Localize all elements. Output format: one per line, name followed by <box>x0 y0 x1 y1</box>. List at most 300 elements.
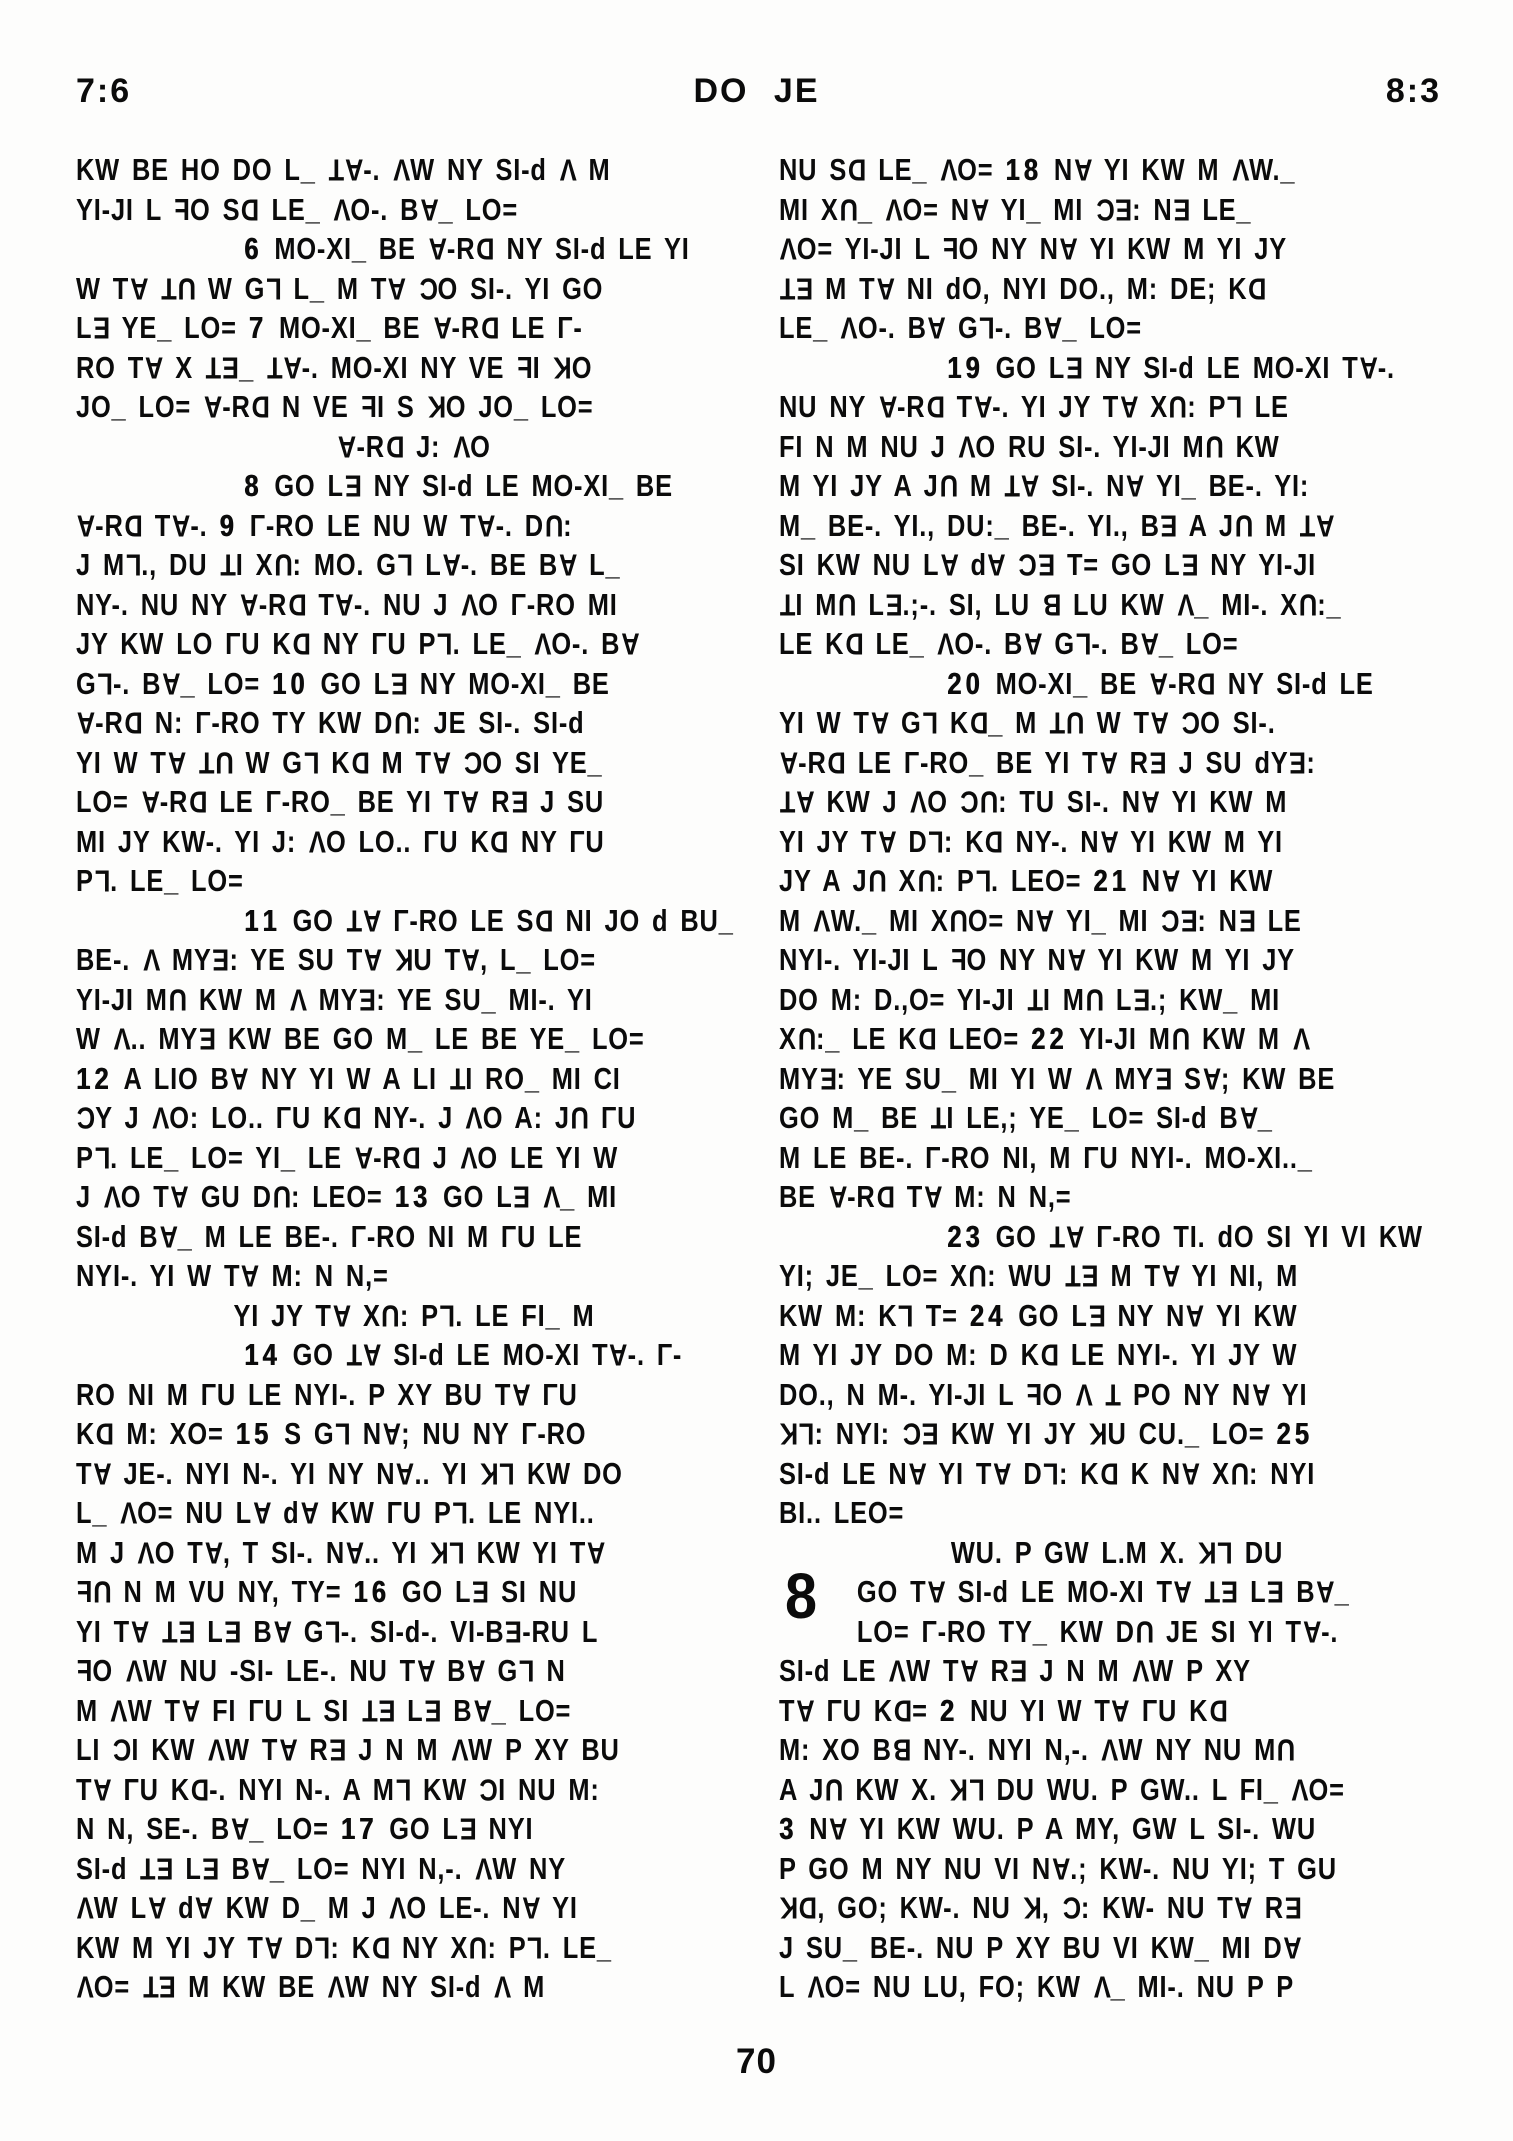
rotated-letter: E <box>1159 508 1178 543</box>
text-line: KD M: XO= 1 5 S GL NA; NU NY Γ-RO <box>76 1416 587 1452</box>
rotated-letter: A <box>161 666 181 701</box>
rotated-letter: V <box>1074 1377 1093 1412</box>
rotated-letter: D <box>189 1772 210 1807</box>
rotated-letter: C <box>112 1732 132 1768</box>
rotated-letter: A <box>476 508 496 543</box>
rotated-letter: U <box>1065 705 1085 741</box>
rotated-letter: E <box>510 784 529 820</box>
rotated-letter: A <box>92 1772 112 1807</box>
rotated-letter: T <box>345 1337 363 1373</box>
rotated-letter: C <box>1018 547 1038 583</box>
rotated-letter: A <box>344 1535 365 1570</box>
text-line: YI TA TE LE BA GL-. SI-d-. VI-BE-RU L <box>76 1613 599 1649</box>
rotated-letter: L <box>438 1298 456 1333</box>
rotated-letter: A <box>353 1140 374 1175</box>
rotated-letter: A <box>144 350 164 385</box>
rotated-letter: C <box>418 271 438 306</box>
rotated-letter: U <box>271 1179 291 1215</box>
verse-number: 1 <box>271 665 287 701</box>
rotated-letter: L <box>324 1614 341 1649</box>
rotated-letter: D <box>1099 1456 1119 1491</box>
rotated-letter: A <box>511 1377 531 1412</box>
rotated-letter: A <box>472 1693 492 1728</box>
rotated-letter: T <box>1026 982 1043 1017</box>
text-line: PL. LE_ LO= YI_ LE A-RD J VO LE YI W <box>76 1139 619 1175</box>
text-line: KD, GO; KW-. NU K, C: KW- NU TA RE <box>779 1890 1302 1926</box>
verse-number: 8 <box>1023 152 1039 187</box>
rotated-letter: U <box>824 1772 844 1807</box>
rotated-letter: T <box>779 784 796 820</box>
rotated-letter: K <box>429 1535 449 1570</box>
rotated-letter: D <box>534 903 554 938</box>
text-line: A-RD LE Γ-RO_ BE YI TA RE J SU dYE: <box>779 744 1316 780</box>
rotated-letter: V <box>1290 1772 1309 1807</box>
rotated-letter: V <box>936 626 955 662</box>
rotated-letter: A <box>1058 231 1078 267</box>
rotated-letter: A <box>620 626 640 662</box>
rotated-letter: D <box>847 152 867 188</box>
text-line: LE_ VO-. BA GL-. BA_ LO= <box>779 310 1142 346</box>
text-line: LI CI KW VW TA RE J N M VW P XY BU <box>76 1732 620 1768</box>
rotated-letter: A <box>194 1890 214 1926</box>
rotated-letter: V <box>909 784 928 820</box>
rotated-letter: E <box>458 1811 477 1847</box>
rotated-letter: V <box>939 152 958 188</box>
rotated-letter: C <box>1180 705 1201 741</box>
rotated-letter: D <box>401 1140 421 1175</box>
rotated-letter: A <box>1023 626 1043 662</box>
rotated-letter: T <box>1298 508 1316 543</box>
rotated-letter: E <box>1080 1258 1099 1294</box>
verse-number: 1 <box>244 1337 260 1372</box>
text-line: PL. LE_ LO= <box>76 863 244 899</box>
rotated-letter: D <box>342 1100 362 1136</box>
mirrored-letter: F <box>1025 1376 1043 1412</box>
verse-number: 5 <box>253 1416 269 1451</box>
rotated-letter: V <box>452 429 471 464</box>
text-line: 1 9 GO LE NY SI-d LE MO-XI TA-. <box>947 349 1395 385</box>
rotated-letter: U <box>1134 1614 1155 1649</box>
rotated-letter: V <box>392 152 411 188</box>
rotated-letter: A <box>129 271 149 306</box>
rotated-letter: D <box>925 389 945 425</box>
text-line: FI N M NU J VO RU SI-. YI-JI MU KW <box>779 428 1280 464</box>
rotated-letter: C <box>1160 903 1180 938</box>
rotated-letter: A <box>1065 1219 1085 1254</box>
rotated-letter: E <box>158 1969 177 2005</box>
rotated-letter: L <box>334 1416 351 1452</box>
rotated-letter: E <box>1266 1574 1285 1610</box>
rotated-letter: U <box>1233 508 1253 543</box>
verse-number: 1 <box>235 1416 251 1451</box>
rotated-letter: T <box>779 271 796 306</box>
rotated-letter: U <box>393 705 413 741</box>
text-line: JY KW LO ΓU KD NY ΓU PL. LE_ VO-. BA <box>76 626 640 662</box>
rotated-letter: C <box>76 1100 96 1136</box>
rotated-letter: T <box>1204 1574 1221 1610</box>
rotated-letter: V <box>1131 1653 1150 1689</box>
rotated-letter: U <box>978 784 999 820</box>
rotated-letter: T <box>197 745 215 780</box>
rotated-letter: C <box>463 745 483 780</box>
verse-number: 2 <box>947 1218 963 1254</box>
rotated-letter: V <box>459 1140 478 1175</box>
running-head-book-title: DO JE <box>693 72 820 110</box>
text-line: CY J VO: LO.. ΓU KD NY-. J VO A: JU ΓU <box>76 1100 637 1136</box>
rotated-letter: E <box>1288 745 1307 780</box>
text-line: M YI JY DO M: D KD LE NYI-. YI JY W <box>779 1337 1298 1373</box>
rotated-letter: E <box>1283 1890 1302 1926</box>
section-heading-line: A-RD J: VO <box>337 428 491 464</box>
verse-number: 1 <box>340 1811 356 1846</box>
text-line: NU SD LE_ VO= 1 8 NA YI KW M VW._ <box>779 152 1296 188</box>
rotated-letter: A <box>1125 468 1145 504</box>
rotated-letter: T <box>361 1693 378 1728</box>
rotated-letter: V <box>888 1653 907 1689</box>
rotated-letter: A <box>171 508 191 543</box>
rotated-letter: A <box>1233 1890 1253 1926</box>
rotated-letter: V <box>465 1100 483 1136</box>
verse-number: 2 <box>94 1060 110 1096</box>
rotated-letter: A <box>1139 626 1159 662</box>
rotated-letter: D <box>984 824 1004 859</box>
text-line: GO TA SI-d LE MO-XI TA TE LE BA_ <box>856 1574 1350 1610</box>
rotated-letter: C <box>959 784 979 820</box>
rotated-letter: V <box>1176 587 1195 622</box>
rotated-letter: B <box>891 1732 911 1768</box>
rotated-letter: E <box>818 1061 837 1096</box>
rotated-letter: T <box>1048 1219 1066 1254</box>
rotated-letter: A <box>166 745 186 780</box>
text-column-left <box>76 150 752 2007</box>
text-line: MYE: YE SU_ MI YI W V MYE SA; KW BE <box>779 1060 1336 1096</box>
text-line: VO= TE M KW BE VW NY SI-d V M <box>76 1969 546 2005</box>
rotated-letter: K <box>1022 1890 1042 1926</box>
rotated-letter: E <box>389 666 408 701</box>
text-line: YI; JE_ LO= XU: WU TE M TA YI NI, M <box>779 1258 1299 1294</box>
text-line: YI JY TA DL: KD NY-. NA YI KW M YI <box>779 823 1283 859</box>
text-line: YI-JI L FO SD LE_ VO-. BA_ LO= <box>76 191 519 227</box>
rotated-letter: E <box>1180 547 1199 583</box>
verse-number: 2 <box>1049 1021 1065 1056</box>
verse-number: 4 <box>987 1297 1003 1333</box>
rotated-letter: D <box>1208 1693 1228 1728</box>
rotated-letter: E <box>177 1614 196 1649</box>
rotated-letter: A <box>1238 1100 1258 1136</box>
rotated-letter: T <box>142 1969 159 2005</box>
text-line: SI-d TE LE BA_ LO= NYI N,-. VW NY <box>76 1850 566 1886</box>
rotated-letter: V <box>533 626 552 662</box>
rotated-letter: A <box>1251 1377 1271 1412</box>
rotated-letter: A <box>381 1416 402 1452</box>
text-line: BI.. LEO= <box>779 1495 905 1530</box>
text-line: YI-JI MU KW M V MYE: YE SU_ MI-. YI <box>76 981 593 1017</box>
rotated-letter: L <box>798 1416 815 1452</box>
rotated-letter: A <box>460 942 481 978</box>
rotated-letter: A <box>146 1890 167 1926</box>
rotated-letter: V <box>450 1732 469 1768</box>
verse-number: 1 <box>947 349 963 385</box>
rotated-letter: L <box>314 1930 331 1965</box>
text-line: RO TA X TE_ TA-. MO-XI NY VE FI KO <box>76 349 593 385</box>
rotated-letter: A <box>431 745 452 780</box>
rotated-letter: A <box>1140 784 1161 820</box>
rotated-letter: T <box>345 903 363 938</box>
rotated-letter: E <box>1009 1653 1028 1689</box>
rotated-letter: E <box>512 1179 531 1215</box>
rotated-letter: A <box>272 1614 292 1649</box>
text-line: JY A JU XU: PL. LEO= 2 1 NA YI KW <box>779 863 1274 899</box>
text-line: J VO TA GU DU: LEO= 1 3 GO LE V_ MI <box>76 1179 617 1215</box>
rotated-letter: U <box>1084 982 1104 1017</box>
rotated-letter: D <box>123 508 143 543</box>
rotated-letter: E <box>223 1614 242 1649</box>
rotated-letter: A <box>1035 903 1055 938</box>
text-line: 2 0 MO-XI_ BE A-RD NY SI-d LE <box>947 665 1374 701</box>
verse-number: 2 <box>939 1692 955 1728</box>
rotated-letter: A <box>432 310 452 346</box>
rotated-letter: A <box>427 231 447 267</box>
rotated-letter: U <box>468 1930 488 1965</box>
rotated-letter: V <box>884 192 903 227</box>
rotated-letter: L <box>921 705 938 741</box>
text-line: M VW TA FI ΓU L SI TE LE BA_ LO= <box>76 1692 572 1728</box>
rotated-letter: V <box>806 1969 825 2005</box>
verse-number: 1 <box>244 902 260 938</box>
rotated-letter: A <box>1301 1614 1322 1649</box>
rotated-letter: A <box>828 1811 848 1847</box>
text-line: LE KD LE_ VO-. BA GL-. BA_ LO= <box>779 626 1239 662</box>
mirrored-letter: F <box>942 231 959 266</box>
rotated-letter: A <box>282 350 302 385</box>
verse-number: 5 <box>1294 1416 1310 1451</box>
rotated-letter: V <box>474 1851 493 1886</box>
text-line: TA KW J VO CU: TU SI-. NA YI KW M <box>779 784 1288 820</box>
rotated-letter: A <box>416 1653 436 1689</box>
rotated-letter: A <box>1020 468 1040 504</box>
rotated-letter: L <box>124 547 142 583</box>
rotated-letter: V <box>779 231 797 267</box>
rotated-letter: A <box>387 271 407 306</box>
text-line: W V.. MYE KW BE GO M_ LE BE YE_ LO= <box>76 1021 645 1057</box>
text-line: M LE BE-. Γ-RO NI, M ΓU NYI-. MO-XI.._ <box>779 1139 1313 1175</box>
rotated-letter: B <box>1041 587 1062 622</box>
rotated-letter: U <box>1170 1021 1190 1057</box>
rotated-letter: L <box>302 745 320 780</box>
rotated-letter: U <box>838 192 858 227</box>
text-line: DO M: D.,O= YI-JI TI MU LE.; KW_ MI <box>779 981 1281 1017</box>
rotated-letter: E <box>201 1851 220 1886</box>
rotated-letter: T <box>930 1100 947 1136</box>
rotated-letter: V <box>1231 152 1250 188</box>
rotated-letter: U <box>273 547 293 583</box>
rotated-letter: L <box>396 547 414 583</box>
rotated-letter: L <box>1216 1535 1233 1570</box>
rotated-letter: A <box>1358 350 1378 385</box>
rotated-letter: A <box>229 1061 249 1096</box>
text-line: BE-. V MYE: YE SU TA KU TA, L_ LO= <box>76 942 596 978</box>
rotated-letter: D <box>370 1930 391 1965</box>
rotated-letter: D <box>917 1021 937 1057</box>
rotated-letter: A <box>877 389 898 425</box>
verse-number: 2 <box>969 1297 985 1333</box>
text-line: DO., N M-. YI-JI L FO V T PO NY NA YI <box>779 1376 1308 1412</box>
text-line: MI XU_ VO= NA YI_ MI CE: NE LE_ <box>779 191 1252 227</box>
text-line: FU N M VU NY, TY= 1 6 GO LE SI NU <box>76 1574 578 1610</box>
rotated-letter: T <box>327 152 345 188</box>
verse-number: 3 <box>779 1811 794 1846</box>
rotated-letter: D <box>826 745 846 780</box>
rotated-letter: L <box>451 1495 469 1531</box>
rotated-letter: E <box>343 468 362 504</box>
rotated-letter: U <box>916 863 936 899</box>
text-line: GO M_ BE TI LE,; YE_ LO= SI-d BA_ <box>779 1100 1273 1136</box>
rotated-letter: A <box>331 1298 351 1333</box>
rotated-letter: C <box>1095 192 1115 227</box>
verse-number: 2 <box>1093 863 1109 898</box>
text-line: KW BE HO DO L_ TA-. VW NY SI-d V M <box>76 152 611 188</box>
text-line: NU NY A-RD TA-. YI JY TA XU: PL LE <box>779 389 1289 425</box>
text-line: SI-d LE NA YI TA DL: KD K NA XU: NYI <box>779 1455 1316 1491</box>
rotated-letter: E <box>795 271 814 306</box>
verse-number: 6 <box>371 1574 387 1609</box>
rotated-letter: V <box>119 1495 138 1531</box>
rotated-letter: A <box>795 784 815 820</box>
text-line: M: XO BB NY-. NYI N,-. VW NY NU MU <box>779 1732 1296 1768</box>
rotated-letter: D <box>844 626 864 662</box>
rotated-letter: D <box>287 587 307 622</box>
text-line: SI-d LE VW TA RE J N M VW P XY <box>779 1653 1251 1689</box>
rotated-letter: D <box>875 1179 895 1215</box>
text-line: FO VW NU -SI- LE-. NU TA BA GL N <box>76 1653 566 1689</box>
rotated-letter: D <box>384 429 405 464</box>
rotated-letter: C <box>1061 1890 1081 1926</box>
chapter-number-dropcap: 8 <box>785 1560 818 1632</box>
rotated-letter: V <box>124 1653 143 1689</box>
verse-number: 1 <box>353 1574 369 1609</box>
rotated-letter: L <box>498 1456 516 1491</box>
rotated-letter: L <box>448 1535 465 1570</box>
rotated-letter: E <box>1220 1574 1239 1610</box>
rotated-letter: D <box>240 192 260 227</box>
rotated-letter: A <box>869 705 889 741</box>
rotated-letter: A <box>1043 310 1063 346</box>
rotated-letter: E <box>155 1851 174 1886</box>
rotated-letter: A <box>334 587 354 622</box>
text-line: TA JE-. NYI N-. YI NY NA.. YI KL KW DO <box>76 1455 623 1491</box>
rotated-letter: A <box>939 547 959 583</box>
text-line: 2 3 GO TA Γ-RO TI. dO SI YI VI KW <box>947 1218 1423 1254</box>
rotated-letter: L <box>526 1930 543 1965</box>
rotated-letter: U <box>1204 429 1224 464</box>
rotated-letter: A <box>1180 1456 1201 1491</box>
text-line: M VW._ MI XUO= NA YI_ MI CE: NE LE <box>779 902 1302 938</box>
verse-number: 0 <box>965 665 981 701</box>
rotated-letter: U <box>176 271 196 306</box>
rotated-letter: A <box>337 429 357 464</box>
rotated-letter: E <box>1114 192 1133 227</box>
rotated-letter: U <box>796 1021 816 1057</box>
rotated-letter: V <box>840 310 858 346</box>
rotated-letter: L <box>265 271 282 306</box>
text-line: VW LA dA KW D_ M J VO LE-. NA YI <box>76 1890 578 1926</box>
rotated-letter: A <box>1315 1574 1335 1610</box>
text-line: JO_ LO= A-RD N VE FI S KO JO_ LO= <box>76 389 594 425</box>
rotated-letter: E <box>1179 903 1198 938</box>
rotated-letter: L <box>518 1653 535 1689</box>
verse-number: 9 <box>219 507 235 543</box>
text-line: YI W TA GL KD_ M TU W TA CO SI-. <box>779 705 1276 741</box>
verse-number: 2 <box>1031 1021 1046 1056</box>
rotated-letter: U <box>938 468 958 504</box>
mirrored-letter: F <box>76 1653 93 1688</box>
text-line: XU:_ LE KD LEO= 2 2 YI-JI MU KW M V <box>779 1021 1310 1057</box>
mirrored-letter: F <box>516 349 533 385</box>
rotated-letter: E <box>1087 1298 1106 1333</box>
text-line: A-RD TA-. 9 Γ-RO LE NU W TA-. DU: <box>76 507 573 543</box>
rotated-letter: V <box>288 982 307 1017</box>
rotated-letter: A <box>363 942 383 978</box>
rotated-letter: A <box>558 547 578 583</box>
rotated-letter: E <box>211 942 230 978</box>
rotated-letter: L <box>436 626 453 662</box>
rotated-letter: V <box>102 1179 121 1215</box>
rotated-letter: D <box>969 705 989 741</box>
rotated-letter: A <box>1119 389 1139 425</box>
rotated-letter: A <box>252 1495 272 1531</box>
rotated-letter: U <box>1276 1732 1296 1768</box>
verse-number: 1 <box>76 1060 91 1096</box>
verse-number: 1 <box>1111 863 1127 898</box>
verse-number: 2 <box>1276 1416 1292 1451</box>
rotated-letter: A <box>460 784 480 820</box>
rotated-letter: A <box>877 824 897 859</box>
rotated-letter: A <box>419 192 439 227</box>
text-line: NYI-. YI-JI L FO NY NA YI KW M YI JY <box>779 942 1295 978</box>
rotated-letter: A <box>926 1574 946 1610</box>
rotated-letter: L <box>897 1298 914 1333</box>
rotated-letter: A <box>169 1179 189 1215</box>
rotated-letter: A <box>1160 863 1181 899</box>
rotated-letter: A <box>779 745 799 780</box>
rotated-letter: T <box>219 547 236 583</box>
rotated-letter: U <box>1168 389 1188 425</box>
rotated-letter: L <box>1075 626 1092 662</box>
text-line: TA ΓU KD= 2 NU YI W TA ΓU KD <box>779 1692 1228 1728</box>
text-line: P GO M NY NU VI NA.; KW-. NU YI; T GU <box>779 1850 1337 1886</box>
section-heading-line: YI JY TA XU: PL. LE FI_ M <box>233 1297 595 1333</box>
rotated-letter: T <box>779 587 796 622</box>
rotated-letter: D <box>1039 1337 1059 1373</box>
verse-number: 6 <box>244 231 260 266</box>
rotated-letter: V <box>332 192 351 227</box>
rotated-letter: V <box>136 1535 155 1570</box>
rotated-letter: K <box>779 1890 799 1926</box>
text-line: RO NI M ΓU LE NYI-. P XY BU TA ΓU <box>76 1376 578 1412</box>
rotated-letter: E <box>1154 1061 1172 1096</box>
text-line: GL-. BA_ LO= 1 0 GO LE NY MO-XI_ BE <box>76 665 610 701</box>
rotated-letter: U <box>1298 587 1318 622</box>
verse-number: 8 <box>244 468 260 503</box>
rotated-letter: K <box>552 350 572 385</box>
rotated-letter: A <box>1185 1298 1205 1333</box>
rotated-letter: A <box>158 1219 178 1254</box>
rotated-letter: A <box>1110 1693 1130 1728</box>
rotated-letter: V <box>207 1732 226 1768</box>
rotated-letter: U <box>380 1298 400 1333</box>
rotated-letter: E <box>884 587 903 622</box>
rotated-letter: E <box>1065 350 1083 385</box>
